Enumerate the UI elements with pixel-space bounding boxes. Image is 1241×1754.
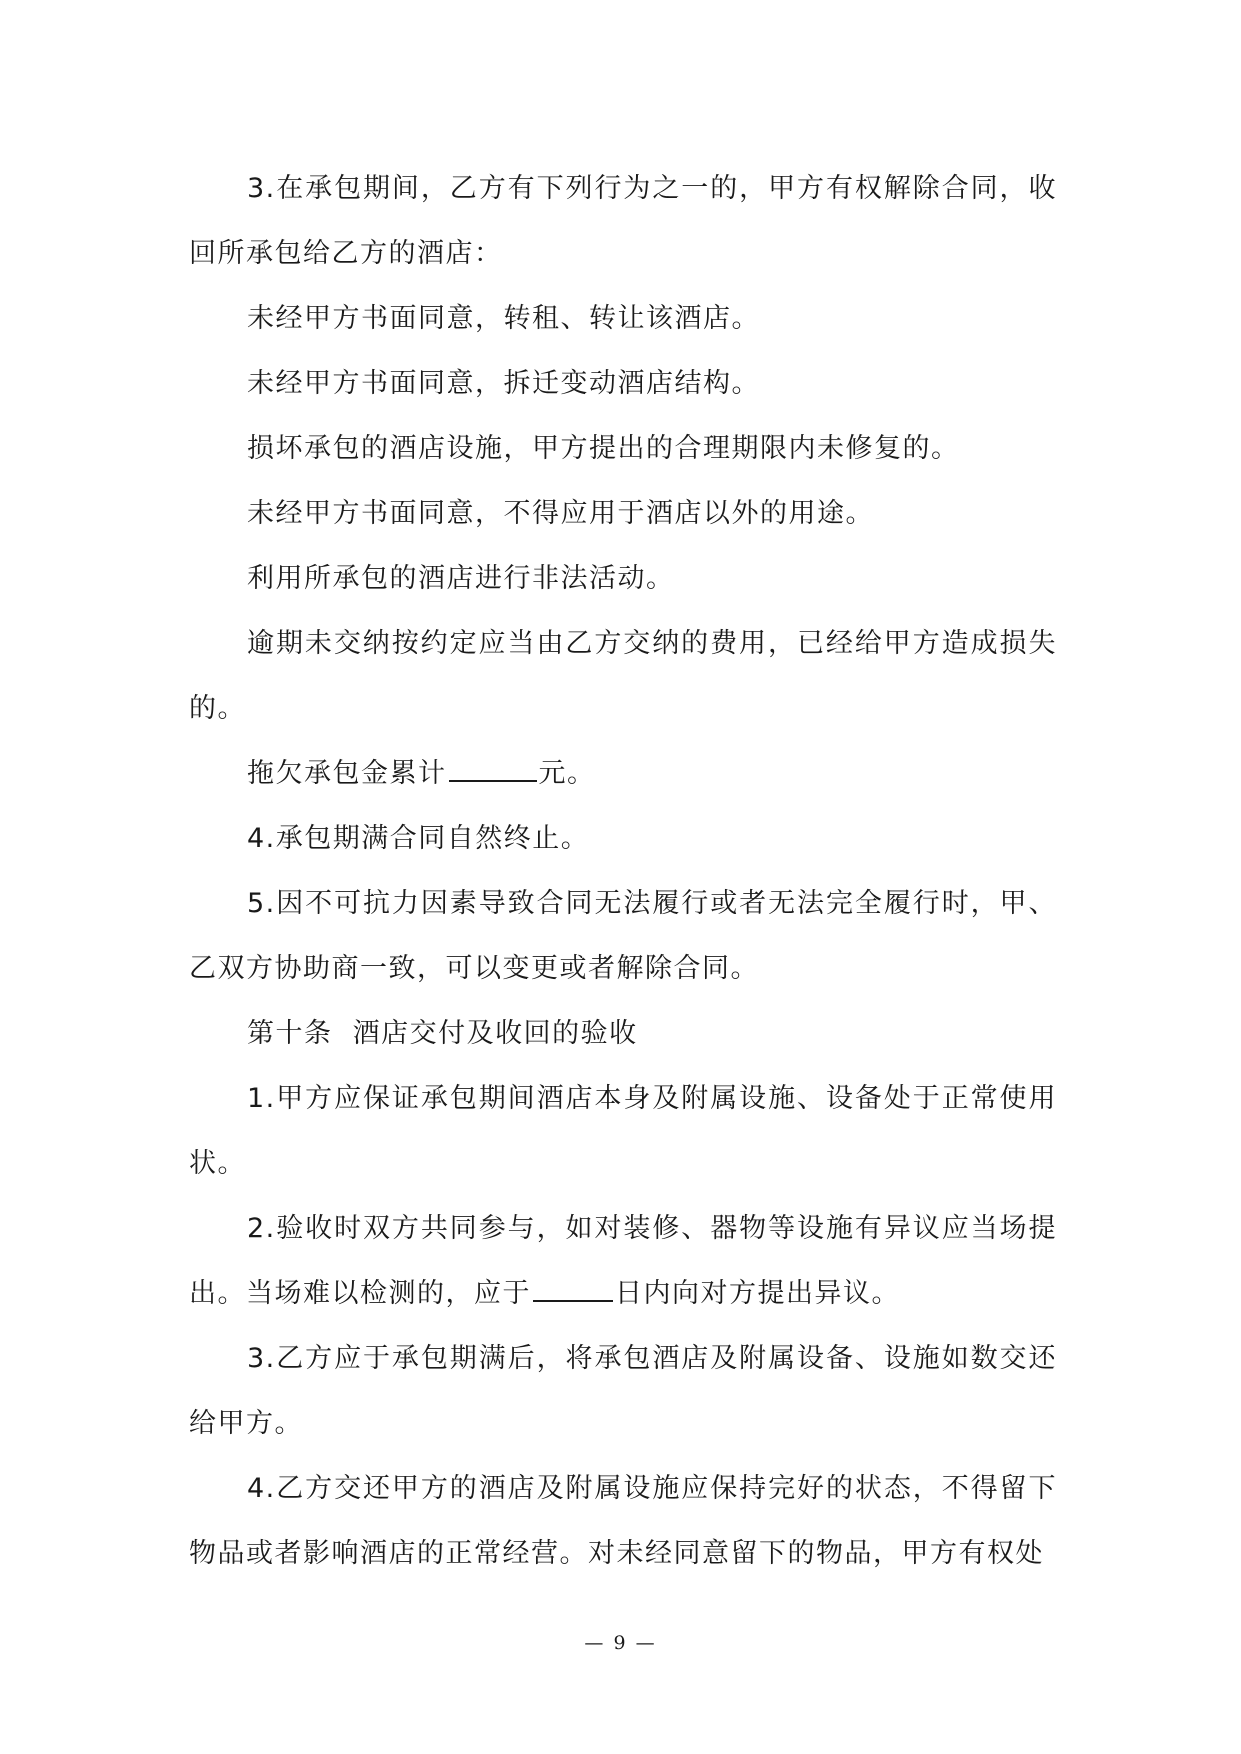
list-item-arrears — [189, 741, 1057, 806]
article-10-clause-4: 4.乙方交还甲方的酒店及附属设施应保持完好的状态，不得留下物品或者影响酒店的正常经营。对未经同意留下的物品，甲方有权处 — [189, 1473, 1057, 1569]
arrears-text-after: 元。 — [538, 758, 596, 789]
article-10-clause-2 — [189, 1196, 1057, 1326]
inspection-text-after: 日内向对方提出异议。 — [615, 1278, 900, 1309]
article-10-clause-1: 1.甲方应保证承包期间酒店本身及附属设施、设备处于正常使用状。 — [189, 1083, 1057, 1179]
page-number: — 9 — — [584, 1632, 657, 1654]
article-10-clause-3: 3.乙方应于承包期满后，将承包酒店及附属设备、设施如数交还给甲方。 — [189, 1343, 1057, 1439]
article-10-heading: 第十条 酒店交付及收回的验收 — [247, 1018, 638, 1049]
inspection-text-before: 2.验收时双方共同参与，如对装修、器物等设施有异议应当场提出。当场难以检测的，应于 — [189, 1213, 1057, 1309]
list-item-sublease: 未经甲方书面同意，转租、转让该酒店。 — [247, 303, 760, 334]
clause-4-expiry: 4.承包期满合同自然终止。 — [247, 823, 590, 854]
list-item-illegal-activity: 利用所承包的酒店进行非法活动。 — [247, 563, 675, 594]
clause-3-termination: 3.在承包期间，乙方有下列行为之一的，甲方有权解除合同，收回所承包给乙方的酒店： — [189, 173, 1057, 269]
fill-in-blank-days — [533, 1273, 613, 1302]
fill-in-blank-amount — [449, 753, 537, 782]
list-item-overdue-fees: 逾期未交纳按约定应当由乙方交纳的费用，已经给甲方造成损失的。 — [189, 628, 1057, 724]
clause-5-force-majeure: 5.因不可抗力因素导致合同无法履行或者无法完全履行时，甲、乙双方协助商一致，可以变更或者解除合同。 — [189, 888, 1057, 984]
list-item-structure-change: 未经甲方书面同意，拆迁变动酒店结构。 — [247, 368, 760, 399]
list-item-facility-damage: 损坏承包的酒店设施，甲方提出的合理期限内未修复的。 — [247, 433, 960, 464]
list-item-other-use: 未经甲方书面同意，不得应用于酒店以外的用途。 — [247, 498, 874, 529]
document-body — [189, 156, 1057, 1586]
arrears-text-before: 拖欠承包金累计 — [247, 758, 447, 789]
